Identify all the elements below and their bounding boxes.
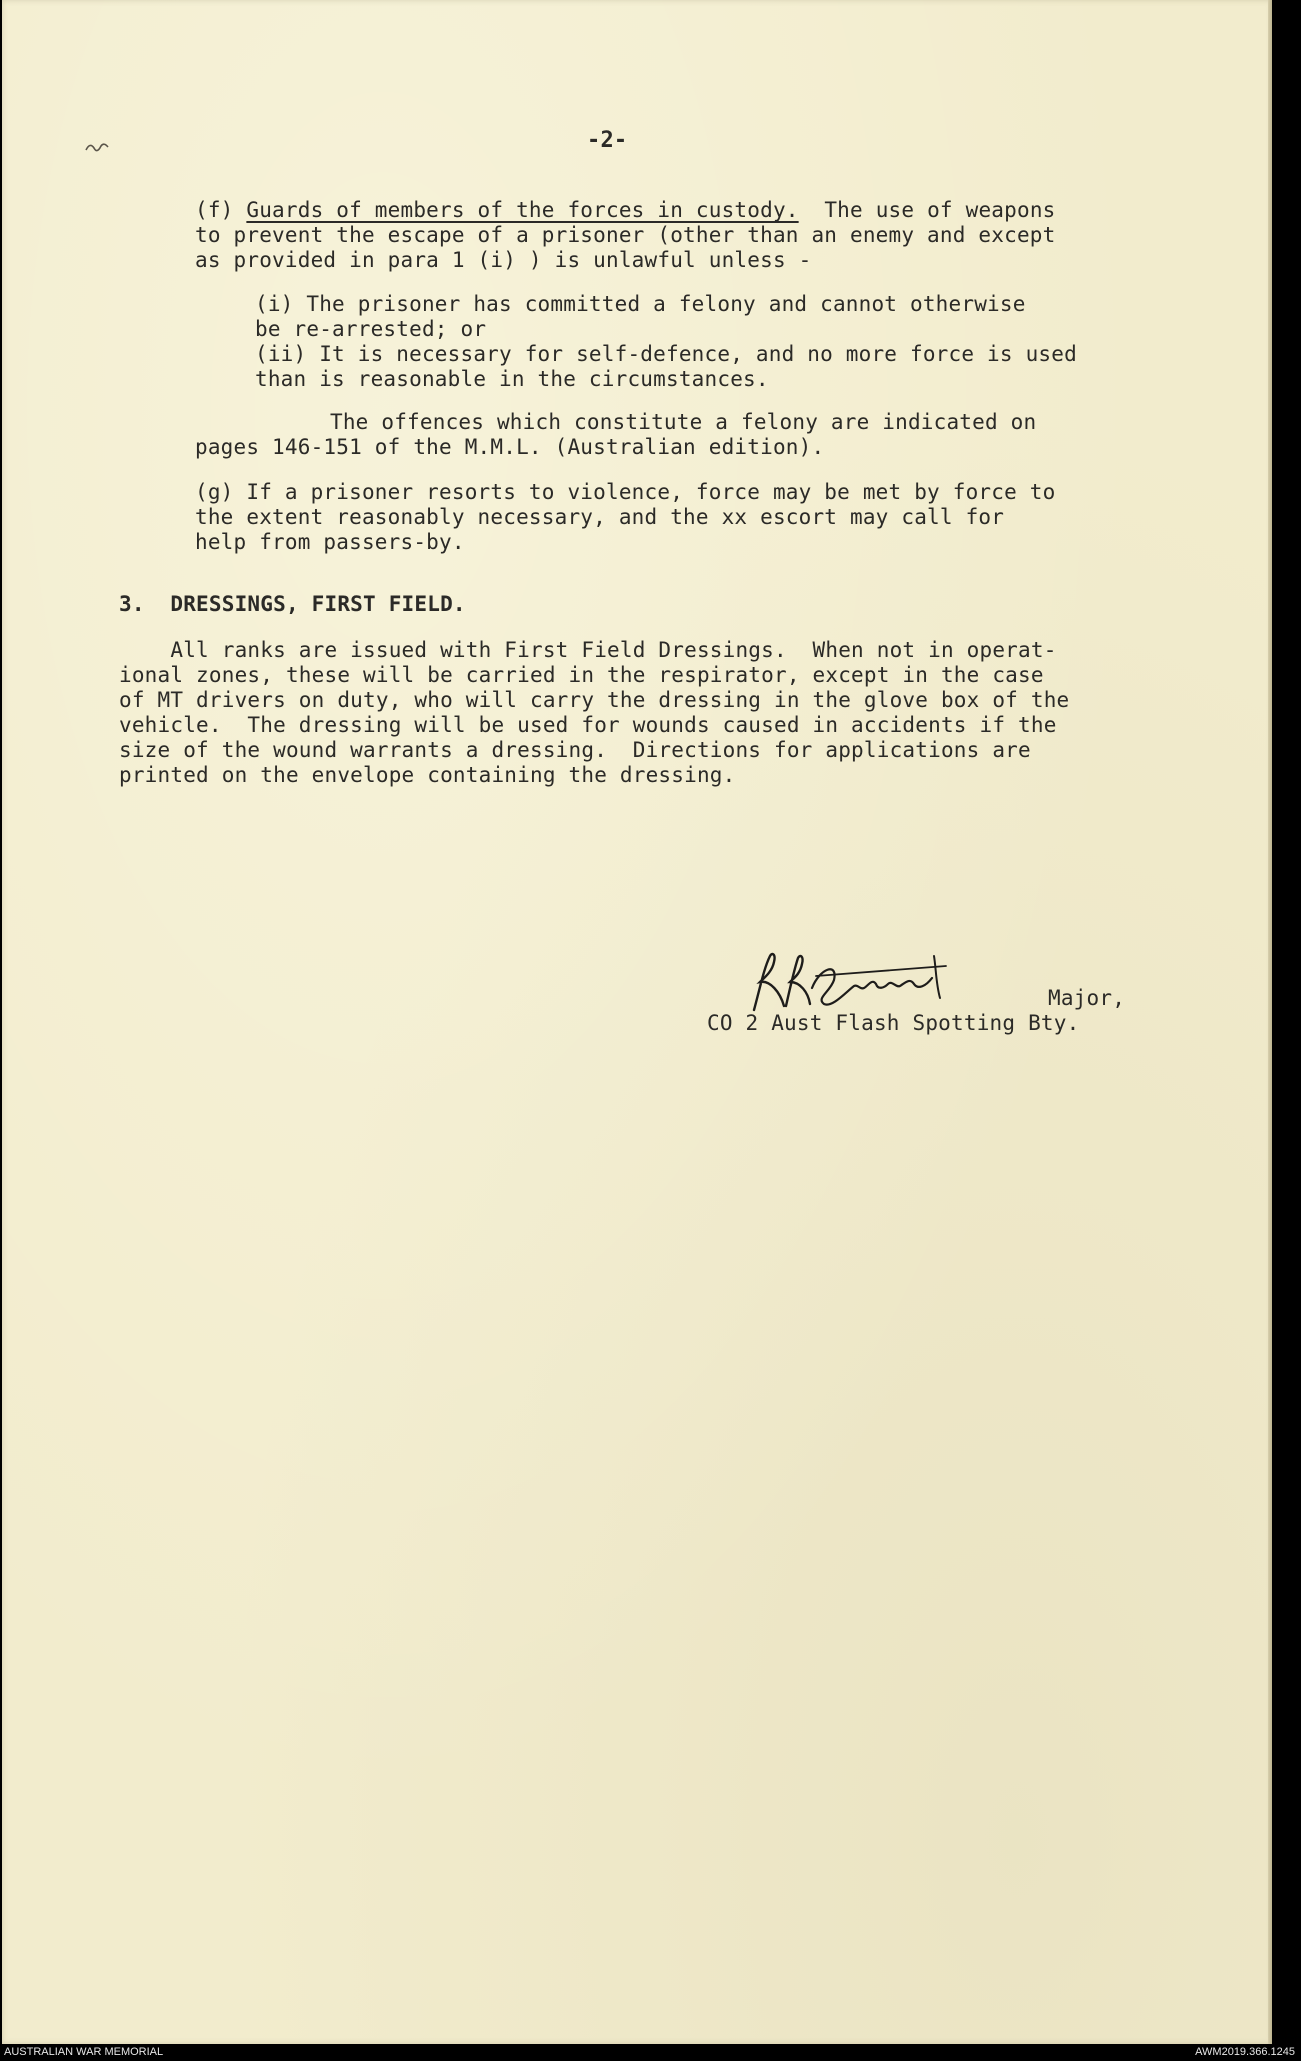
para-f-sub-line-3: (ii) It is necessary for self-defence, and no more force is used bbox=[255, 342, 1077, 366]
signatory-position: CO 2 Aust Flash Spotting Bty. bbox=[707, 1011, 1080, 1035]
document-page bbox=[2, 0, 1272, 2044]
section-3-heading: 3. DRESSINGS, FIRST FIELD. bbox=[119, 592, 466, 616]
section-3-line-1: All ranks are issued with First Field Dressings. When not in operat- bbox=[119, 638, 1057, 662]
para-g-line-2: the extent reasonably necessary, and the xx escort may call for bbox=[195, 505, 1005, 529]
page-number: -2- bbox=[587, 128, 628, 153]
footer-institution: AUSTRALIAN WAR MEMORIAL bbox=[4, 2046, 164, 2058]
signatory-rank: Major, bbox=[1048, 986, 1126, 1010]
section-3-line-6: printed on the envelope containing the dressing. bbox=[119, 763, 736, 787]
handwritten-signature bbox=[750, 948, 980, 1018]
para-f-sub-line-2: be re-arrested; or bbox=[255, 317, 487, 341]
para-f-label: (f) bbox=[195, 198, 247, 222]
para-f-heading: Guards of members of the forces in custody. bbox=[246, 198, 799, 222]
paper-edge bbox=[1268, 0, 1272, 2044]
section-3-line-4: vehicle. The dressing will be used for wounds caused in accidents if the bbox=[119, 713, 1057, 737]
section-3-line-2: ional zones, these will be carried in the respirator, except in the case bbox=[119, 663, 1044, 687]
section-3-line-3: of MT drivers on duty, who will carry the dressing in the glove box of the bbox=[119, 688, 1070, 712]
para-f-line-1 bbox=[195, 198, 1056, 223]
para-f-line-2: to prevent the escape of a prisoner (other than an enemy and except bbox=[195, 223, 1056, 247]
para-f-sub-line-4: than is reasonable in the circumstances. bbox=[255, 367, 769, 391]
footer-accession-number: AWM2019.366.1245 bbox=[1195, 2046, 1295, 2058]
section-3-line-5: size of the wound warrants a dressing. Directions for applications are bbox=[119, 738, 1031, 762]
para-g-line-3: help from passers-by. bbox=[195, 530, 465, 554]
para-f-sub-line-1: (i) The prisoner has committed a felony and cannot otherwise bbox=[255, 292, 1026, 316]
para-f-line-1-rest: The use of weapons bbox=[798, 198, 1056, 222]
para-g-line-1: (g) If a prisoner resorts to violence, force may be met by force to bbox=[195, 480, 1056, 504]
para-f-line-3: as provided in para 1 (i) ) is unlawful unless - bbox=[195, 248, 812, 272]
para-f-note-line-1: The offences which constitute a felony are indicated on bbox=[330, 410, 1037, 434]
para-f-note-line-2: pages 146-151 of the M.M.L. (Australian edition). bbox=[195, 435, 825, 459]
ink-smudge-mark bbox=[84, 138, 110, 160]
